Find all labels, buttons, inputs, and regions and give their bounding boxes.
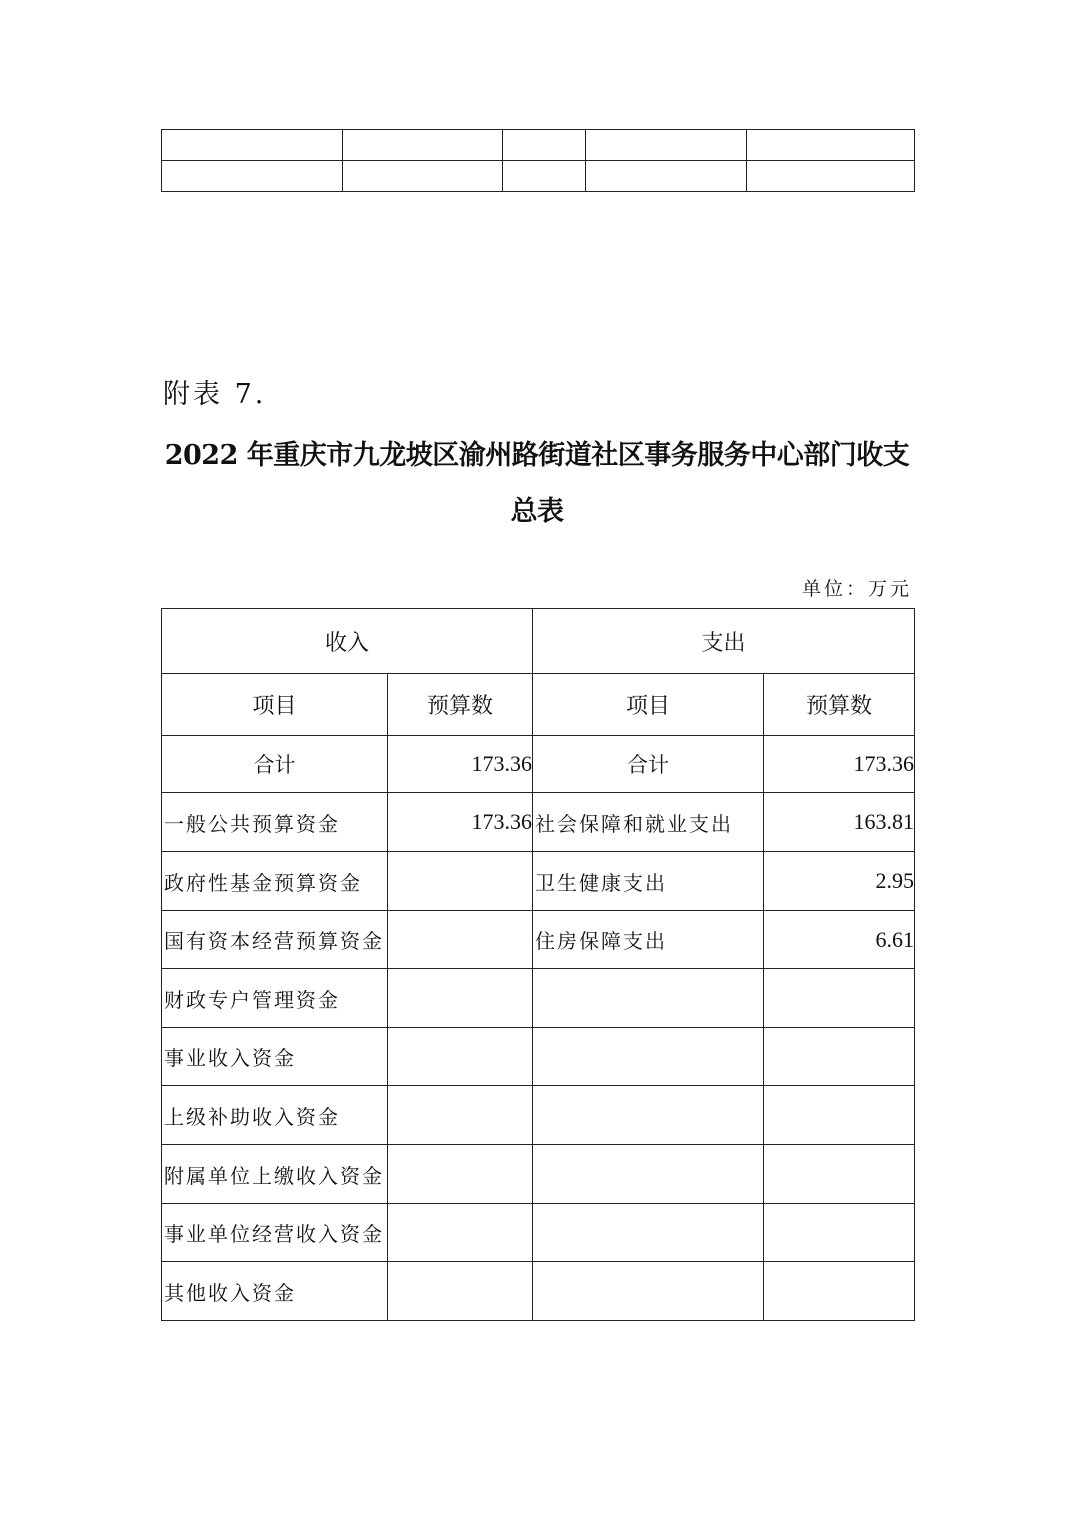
expense-value: 6.61 xyxy=(764,911,915,969)
income-item: 事业单位经营收入资金 xyxy=(162,1204,388,1262)
expense-item: 住房保障支出 xyxy=(533,911,764,969)
income-budget-header: 预算数 xyxy=(388,674,533,736)
table-cell xyxy=(343,130,503,161)
income-total-label: 合计 xyxy=(162,736,388,793)
table-subheader-row xyxy=(162,674,915,736)
total-row xyxy=(162,736,915,793)
expense-value xyxy=(764,1086,915,1145)
table-cell xyxy=(503,161,586,192)
income-item: 财政专户管理资金 xyxy=(162,969,388,1028)
income-item: 事业收入资金 xyxy=(162,1028,388,1086)
expense-item xyxy=(533,1145,764,1204)
income-header: 收入 xyxy=(162,609,533,674)
expense-value: 2.95 xyxy=(764,852,915,911)
income-item: 附属单位上缴收入资金 xyxy=(162,1145,388,1204)
table-cell xyxy=(586,130,747,161)
table-header-row xyxy=(162,609,915,674)
expense-total-value: 173.36 xyxy=(764,736,915,793)
income-item: 政府性基金预算资金 xyxy=(162,852,388,911)
table-row xyxy=(162,1028,915,1086)
expense-item xyxy=(533,1028,764,1086)
income-item: 一般公共预算资金 xyxy=(162,793,388,852)
table-cell xyxy=(162,161,343,192)
table-cell xyxy=(503,130,586,161)
attachment-label: 附表 7. xyxy=(163,379,267,410)
table-row xyxy=(162,1086,915,1145)
table-row xyxy=(162,130,915,161)
expense-item: 卫生健康支出 xyxy=(533,852,764,911)
expense-item xyxy=(533,1086,764,1145)
income-item: 国有资本经营预算资金 xyxy=(162,911,388,969)
previous-table-fragment xyxy=(161,129,915,192)
page-title xyxy=(160,428,914,540)
table-row xyxy=(162,911,915,969)
table-cell xyxy=(162,130,343,161)
title-line-1: 2022 年重庆市九龙坡区渝州路街道社区事务服务中心部门收支 xyxy=(164,440,910,471)
expense-item-header: 项目 xyxy=(533,674,764,736)
income-value xyxy=(388,911,533,969)
table-row xyxy=(162,1262,915,1321)
income-value xyxy=(388,1086,533,1145)
expense-item xyxy=(533,1262,764,1321)
table-row xyxy=(162,793,915,852)
table-row xyxy=(162,161,915,192)
table-row xyxy=(162,1145,915,1204)
income-value xyxy=(388,1028,533,1086)
expense-value xyxy=(764,1028,915,1086)
income-item: 上级补助收入资金 xyxy=(162,1086,388,1145)
expense-budget-header: 预算数 xyxy=(764,674,915,736)
expense-item: 社会保障和就业支出 xyxy=(533,793,764,852)
income-value xyxy=(388,1204,533,1262)
table-row xyxy=(162,1204,915,1262)
table-cell xyxy=(343,161,503,192)
table-cell xyxy=(747,130,915,161)
budget-summary-table xyxy=(161,608,915,1321)
table-row xyxy=(162,852,915,911)
expense-value xyxy=(764,1262,915,1321)
table-cell xyxy=(586,161,747,192)
expense-value xyxy=(764,1145,915,1204)
income-total-value: 173.36 xyxy=(388,736,533,793)
expense-value xyxy=(764,1204,915,1262)
expense-value: 163.81 xyxy=(764,793,915,852)
expense-item xyxy=(533,969,764,1028)
expense-value xyxy=(764,969,915,1028)
title-line-2: 总表 xyxy=(510,496,564,527)
table-cell xyxy=(747,161,915,192)
expense-header: 支出 xyxy=(533,609,915,674)
expense-item xyxy=(533,1204,764,1262)
income-value xyxy=(388,1262,533,1321)
income-value: 173.36 xyxy=(388,793,533,852)
income-value xyxy=(388,969,533,1028)
expense-total-label: 合计 xyxy=(533,736,764,793)
income-value xyxy=(388,852,533,911)
income-item: 其他收入资金 xyxy=(162,1262,388,1321)
table-row xyxy=(162,969,915,1028)
income-item-header: 项目 xyxy=(162,674,388,736)
income-value xyxy=(388,1145,533,1204)
unit-label: 单位：万元 xyxy=(801,578,912,600)
